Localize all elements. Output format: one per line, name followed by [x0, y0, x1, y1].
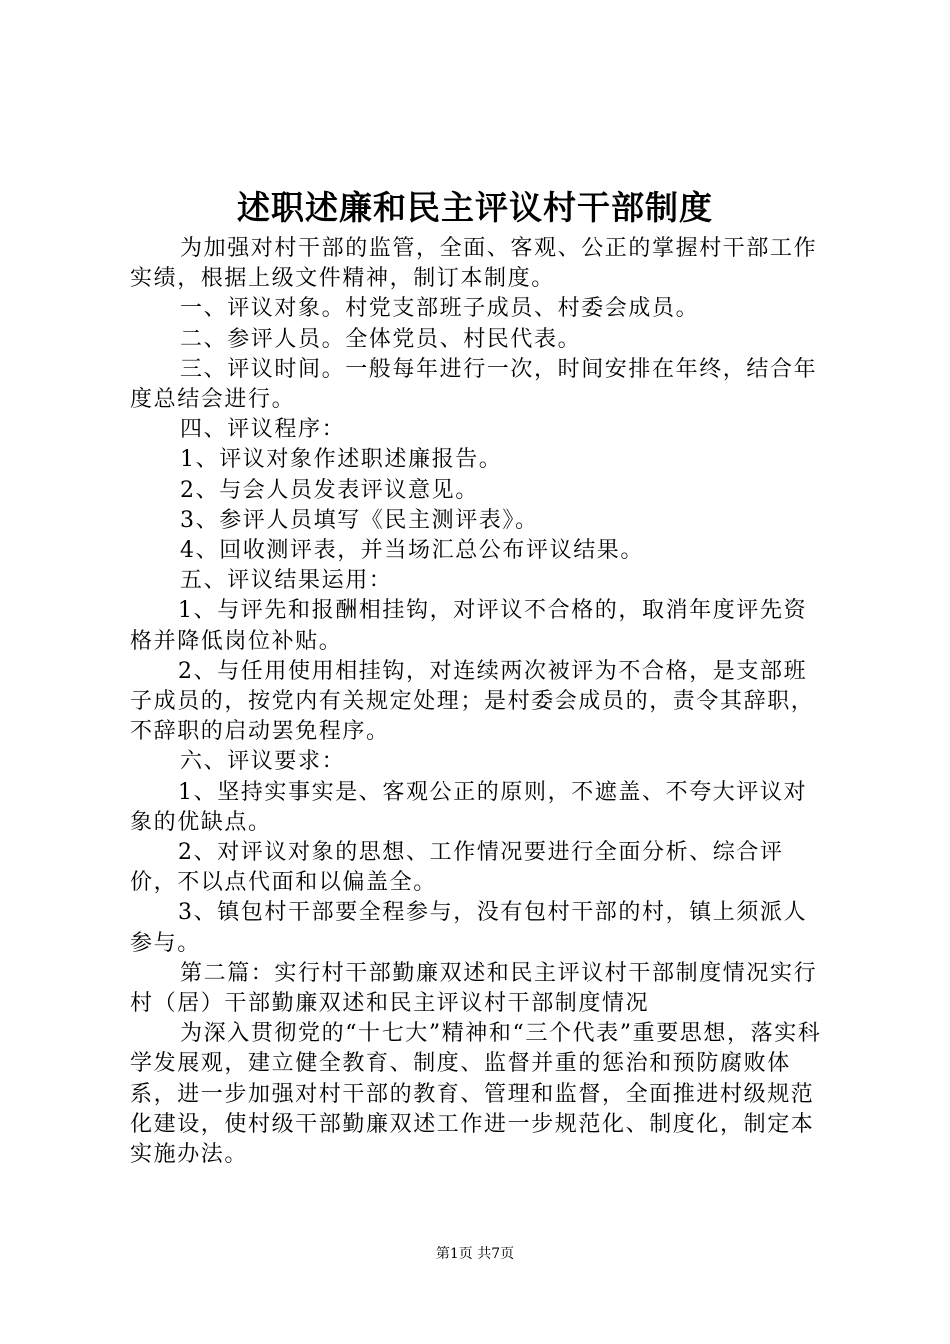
- paragraph-item: 2、对评议对象的思想、工作情况要进行全面分析、综合评价，不以点代面和以偏盖全。: [130, 840, 784, 896]
- paragraph-section-1: 一、评议对象。村党支部班子成员、村委会成员。: [180, 296, 700, 322]
- paragraph-section-4-heading: 四、评议程序：: [180, 417, 346, 443]
- paragraph-second-article-intro: 为深入贯彻党的“十七大”精神和“三个代表”重要思想，落实科学发展观，建立健全教育、制度、监督并重的惩治和预防腐败体系，进一步加强对村干部的教育、管理和监督，全面推进村级规范化建设，使村级干部勤廉双述工作进一步规范化、制度化，制定本实施办法。: [130, 1021, 822, 1168]
- paragraph-item: 2、与任用使用相挂钩，对连续两次被评为不合格，是支部班子成员的，按党内有关规定处理；是村委会成员的，责令其辞职，不辞职的启动罢免程序。: [130, 658, 815, 745]
- paragraph-section-2: 二、参评人员。全体党员、村民代表。: [180, 326, 582, 352]
- paragraph-section-6-heading: 六、评议要求：: [180, 749, 346, 775]
- paragraph-section-5-heading: 五、评议结果运用：: [180, 568, 393, 594]
- document-body: [130, 234, 830, 1170]
- page-number-footer: 第1页 共7页: [435, 1246, 515, 1262]
- paragraph-item: 1、与评先和报酬相挂钩，对评议不合格的，取消年度评先资格并降低岗位补贴。: [130, 598, 808, 654]
- document-title: 述职述廉和民主评议村干部制度: [237, 188, 713, 227]
- paragraph-item: 3、参评人员填写《民主测评表》。: [180, 507, 539, 533]
- paragraph-item: 1、评议对象作述职述廉报告。: [180, 447, 503, 473]
- paragraph-item: 2、与会人员发表评议意见。: [180, 477, 479, 503]
- paragraph-item: 4、回收测评表，并当场汇总公布评议结果。: [180, 538, 644, 564]
- paragraph-item: 1、坚持实事实是、客观公正的原则，不遮盖、不夸大评议对象的优缺点。: [130, 779, 808, 835]
- paragraph-intro: 为加强对村干部的监管，全面、客观、公正的掌握村干部工作实绩，根据上级文件精神，制订本制度。: [130, 236, 818, 292]
- paragraph-section-3: 三、评议时间。一般每年进行一次，时间安排在年终，结合年度总结会进行。: [130, 356, 818, 413]
- paragraph-second-article-heading: 第二篇：实行村干部勤廉双述和民主评议村干部制度情况实行村（居）干部勤廉双述和民主评议村干部制度情况: [130, 960, 818, 1017]
- paragraph-item: 3、镇包村干部要全程参与，没有包村干部的村，镇上须派人参与。: [130, 900, 808, 956]
